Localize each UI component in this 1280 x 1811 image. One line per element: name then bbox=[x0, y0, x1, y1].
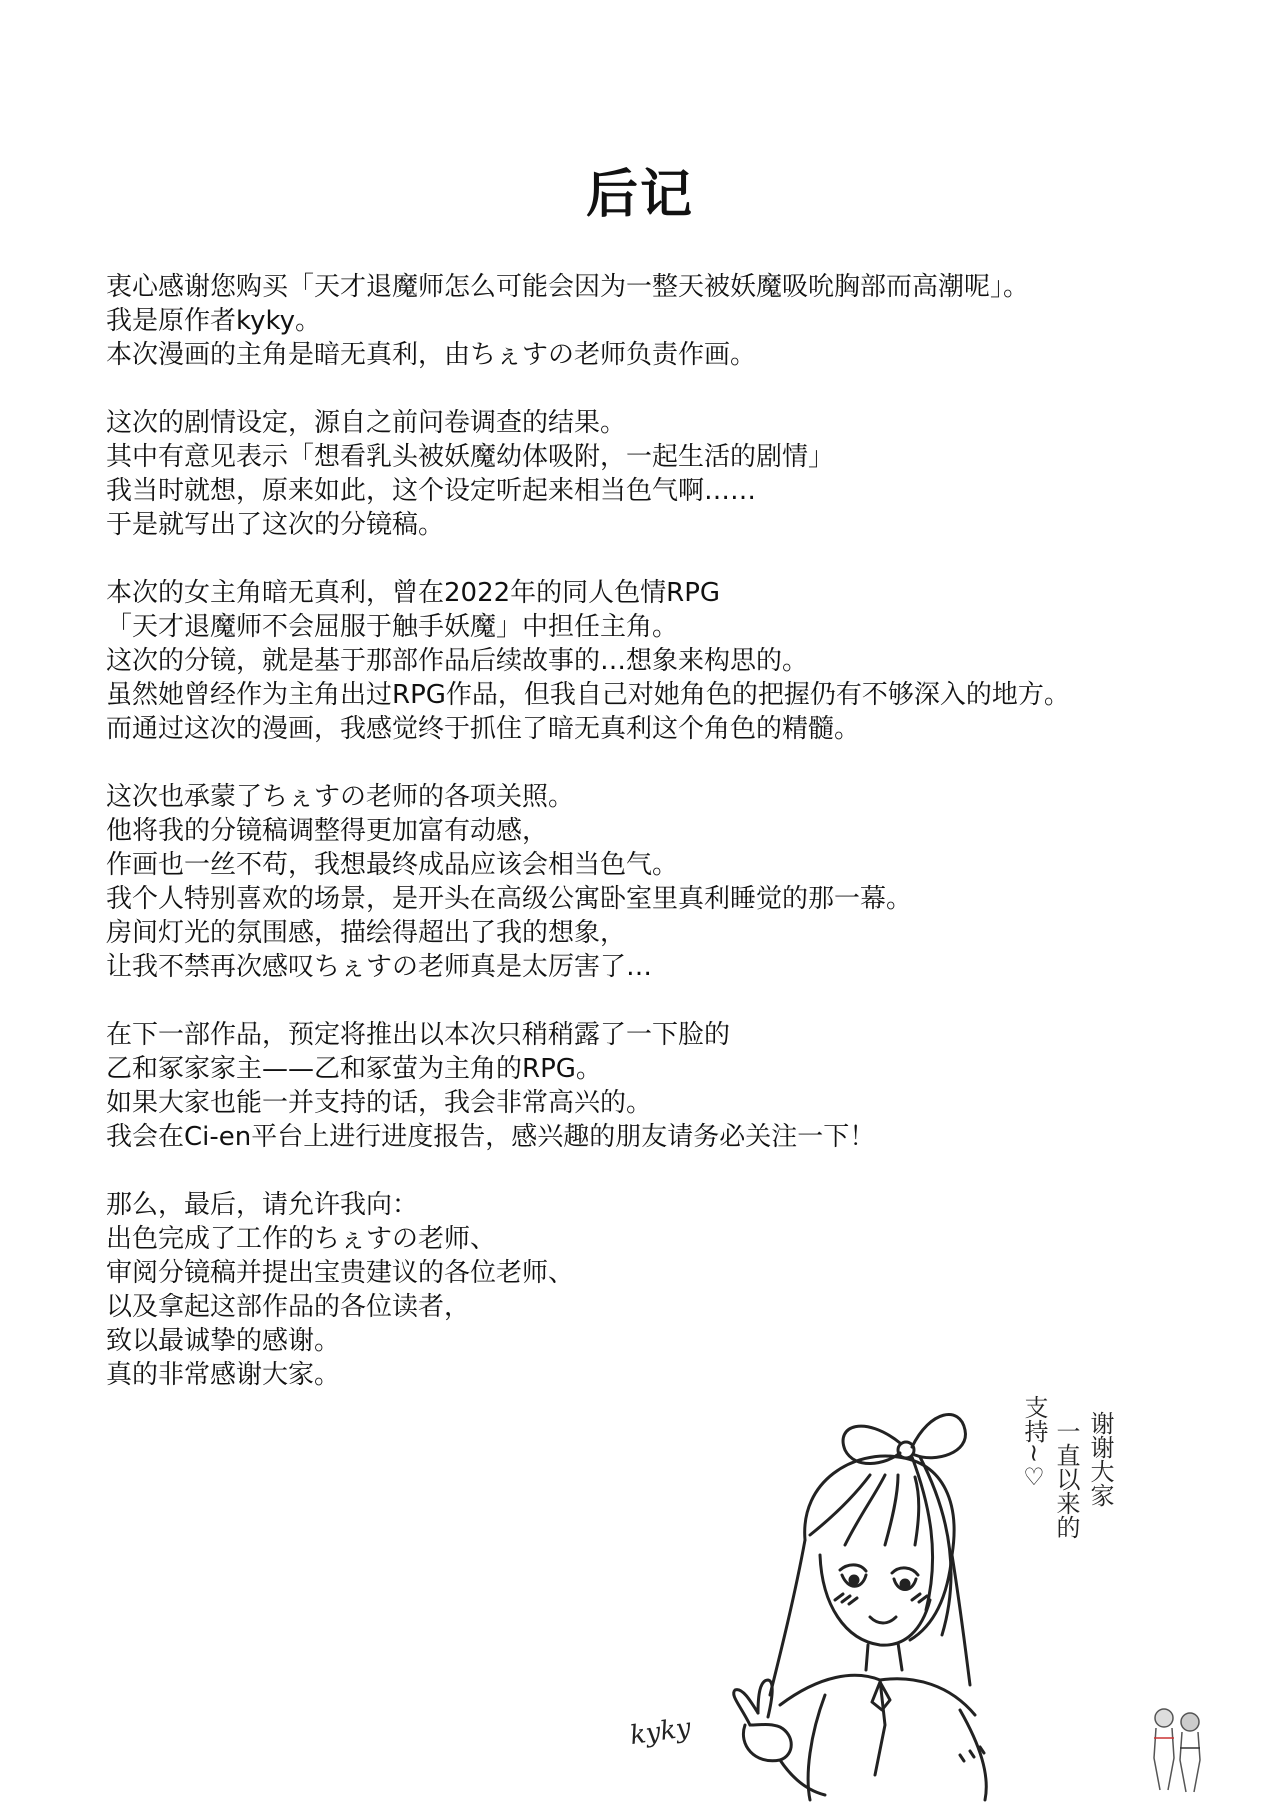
text-line: 我个人特别喜欢的场景，是开头在高级公寓卧室里真利睡觉的那一幕。 bbox=[106, 884, 913, 914]
text-line: 我会在Ci-en平台上进行进度报告，感兴趣的朋友请务必关注一下！ bbox=[106, 1122, 876, 1152]
page-title: 后记 bbox=[585, 164, 694, 225]
text-line: 出色完成了工作的ちぇすの老师、 bbox=[106, 1224, 497, 1254]
text-line: 这次的分镜，就是基于那部作品后续故事的…想象来构思的。 bbox=[106, 646, 809, 676]
thumbnail-figure bbox=[1142, 1698, 1212, 1798]
text-line: 本次的女主角暗无真利，曾在2022年的同人色情RPG bbox=[106, 578, 721, 608]
text-line: 虽然她曾经作为主角出过RPG作品，但我自己对她角色的把握仍有不够深入的地方。 bbox=[106, 680, 1070, 710]
text-line: 审阅分镜稿并提出宝贵建议的各位老师、 bbox=[106, 1258, 575, 1288]
text-line: 让我不禁再次感叹ちぇすの老师真是太厉害了… bbox=[106, 952, 653, 982]
paragraph-thanks bbox=[106, 270, 1226, 372]
text-line: 这次也承蒙了ちぇすの老师的各项关照。 bbox=[106, 782, 575, 812]
author-signature: kyky bbox=[628, 1712, 693, 1752]
paragraph-closing bbox=[106, 1188, 1226, 1392]
note-text: 支持~♡ bbox=[1020, 1395, 1048, 1492]
text-line: 这次的剧情设定，源自之前问卷调查的结果。 bbox=[106, 408, 627, 438]
text-line: 本次漫画的主角是暗无真利，由ちぇすの老师负责作画。 bbox=[106, 340, 757, 370]
text-line: 如果大家也能一并支持的话，我会非常高兴的。 bbox=[106, 1088, 653, 1118]
text-line: 他将我的分镜稿调整得更加富有动感， bbox=[106, 816, 549, 846]
note-column-1 bbox=[1085, 1411, 1113, 1514]
note-column-2 bbox=[1051, 1419, 1079, 1546]
note-text: 一直以来的 bbox=[1052, 1419, 1080, 1539]
text-line: 那么，最后，请允许我向： bbox=[106, 1190, 419, 1220]
paragraph-heroine bbox=[106, 576, 1226, 746]
text-line: 我当时就想，原来如此，这个设定听起来相当色气啊…… bbox=[106, 476, 757, 506]
text-line: 作画也一丝不苟，我想最终成品应该会相当色气。 bbox=[106, 850, 679, 880]
text-line: 房间灯光的氛围感，描绘得超出了我的想象， bbox=[106, 918, 627, 948]
text-line: 衷心感谢您购买「天才退魔师怎么可能会因为一整天被妖魔吸吮胸部而高潮呢」。 bbox=[106, 272, 1030, 302]
text-line: 其中有意见表示「想看乳头被妖魔幼体吸附，一起生活的剧情」 bbox=[106, 442, 835, 472]
paragraph-artist bbox=[106, 780, 1226, 984]
text-line: 致以最诚挚的感谢。 bbox=[106, 1326, 341, 1356]
author-illustration bbox=[630, 1395, 1190, 1805]
paragraph-next-work bbox=[106, 1018, 1226, 1154]
note-column-3 bbox=[1019, 1395, 1047, 1498]
text-line: 乙和冢家家主——乙和冢萤为主角的RPG。 bbox=[106, 1054, 602, 1084]
mini-figures-icon bbox=[1142, 1698, 1212, 1798]
text-line: 以及拿起这部作品的各位读者， bbox=[106, 1292, 471, 1322]
text-line: 我是原作者kyky。 bbox=[106, 306, 322, 336]
text-line: 于是就写出了这次的分镜稿。 bbox=[106, 510, 445, 540]
afterword-body bbox=[106, 270, 1226, 1426]
text-line: 真的非常感谢大家。 bbox=[106, 1360, 341, 1390]
text-line: 而通过这次的漫画，我感觉终于抓住了暗无真利这个角色的精髓。 bbox=[106, 714, 861, 744]
text-line: 在下一部作品，预定将推出以本次只稍稍露了一下脸的 bbox=[106, 1020, 731, 1050]
note-text: 谢谢大家 bbox=[1086, 1411, 1114, 1507]
text-line: 「天才退魔师不会屈服于触手妖魔」中担任主角。 bbox=[106, 612, 679, 642]
paragraph-setting bbox=[106, 406, 1226, 542]
